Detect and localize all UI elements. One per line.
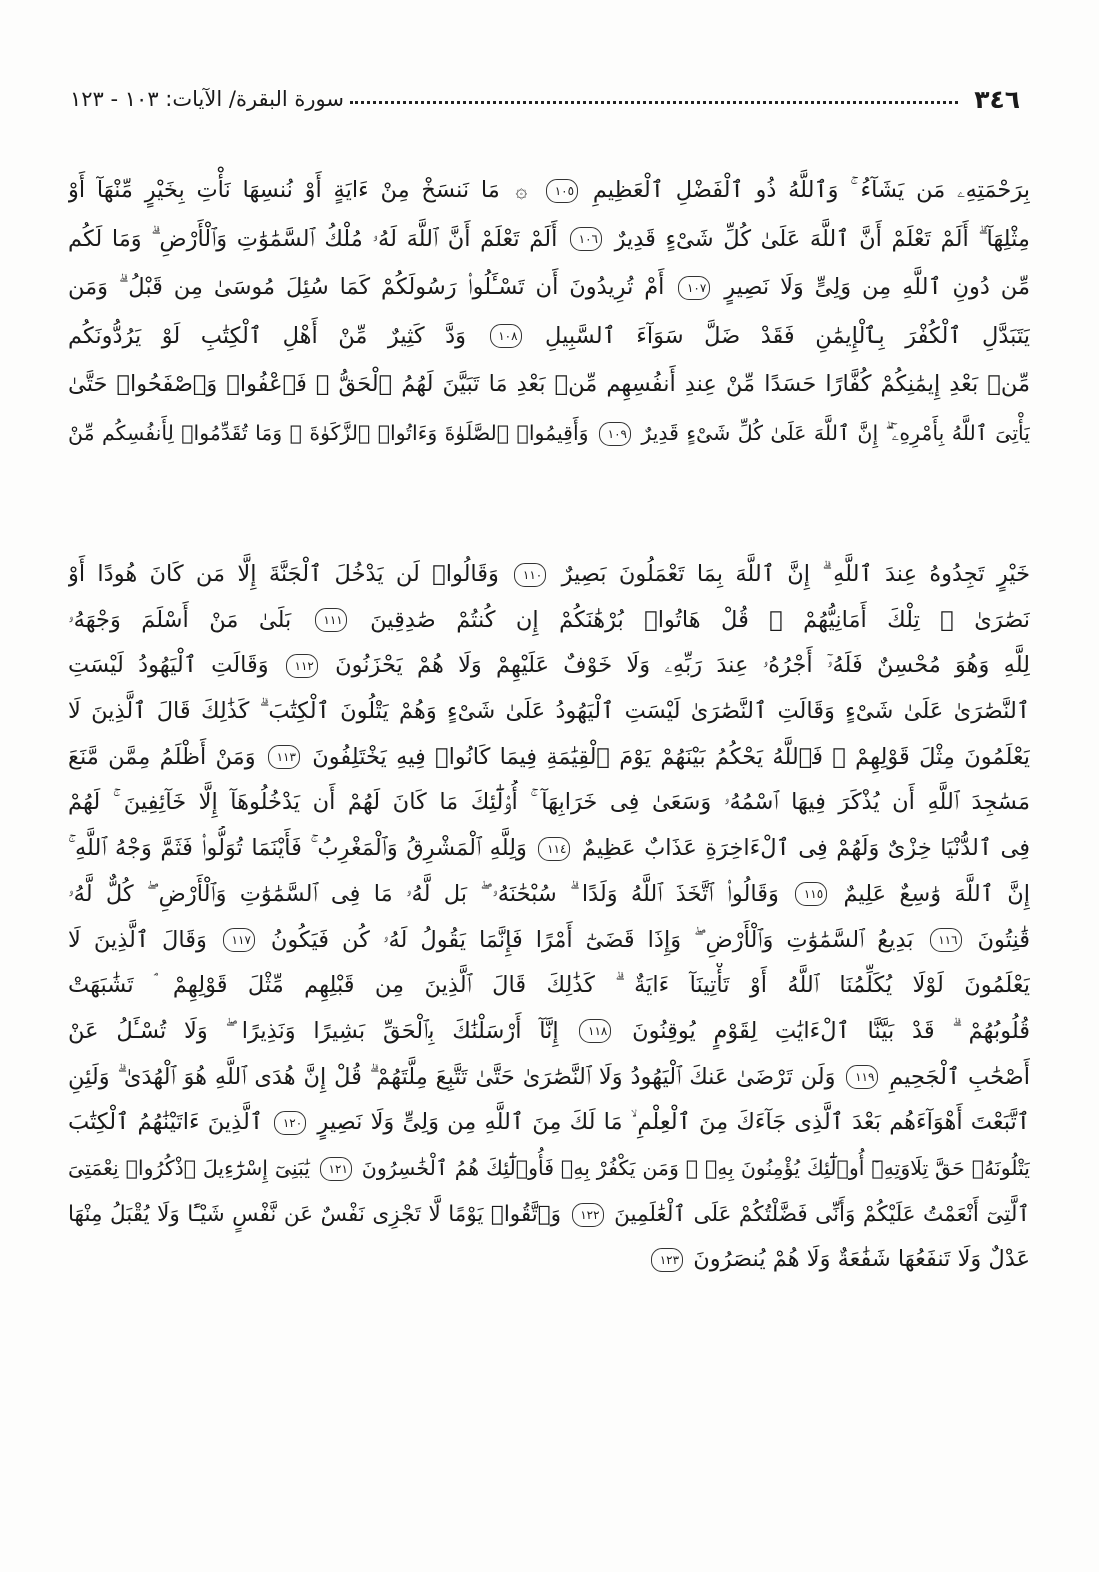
verse-text: بِرَحْمَتِهِۦ مَن يَشَآءُ ۚ وَٱللَّهُ ذُو ٱلْفَضْلِ ٱلْعَظِيمِ — [592, 177, 1030, 203]
verse-text: مَا نَنسَخْ مِنْ ءَايَةٍ أَوْ نُنسِهَا نَأْتِ بِخَيْرٍ مِّنْهَآ أَوْ — [68, 177, 500, 203]
verse-line — [68, 1100, 1030, 1146]
verse-number-marker: ١١٩ — [846, 1065, 878, 1089]
verse-line — [68, 166, 1030, 215]
verse-text: ٱلَّتِىٓ أَنْعَمْتُ عَلَيْكُمْ وَأَنِّى فَضَّلْتُكُمْ عَلَى ٱلْعَٰلَمِينَ — [614, 1201, 1030, 1227]
verse-text: بَلَىٰ مَنْ أَسْلَمَ وَجْهَهُۥ — [68, 606, 292, 633]
verse-line — [68, 1192, 1030, 1238]
verse-number-marker: ١٠٨ — [490, 324, 522, 348]
verse-number-marker: ١١٠ — [514, 563, 546, 587]
verse-text: إِنَّآ أَرْسَلْنَٰكَ بِٱلْحَقِّ بَشِيرًا وَنَذِيرًا ۖ وَلَا تُسْـَٔلُ عَنْ — [68, 1017, 559, 1044]
verse-number-marker: ١١٦ — [930, 928, 962, 952]
verse-text: وَلِلَّهِ ٱلْمَشْرِقُ وَٱلْمَغْرِبُ ۚ فَأَيْنَمَا تُوَلُّوا۟ فَثَمَّ وَجْهُ ٱللَّهِ ۚ — [68, 835, 527, 862]
verse-line — [68, 409, 1030, 458]
verse-text: ٱلَّذِينَ ءَاتَيْنَٰهُمُ ٱلْكِتَٰبَ — [68, 1109, 263, 1136]
verse-line — [68, 598, 1030, 644]
verse-number-marker: ١١٧ — [223, 928, 255, 952]
verse-text: وَمَنْ أَظْلَمُ مِمَّن مَّنَعَ — [68, 743, 256, 770]
verse-text: نَصَٰرَىٰ ۗ تِلْكَ أَمَانِيُّهُمْ ۗ قُلْ هَاتُوا۟ بُرْهَٰنَكُمْ إِن كُنتُمْ صَٰدِقِينَ — [370, 606, 1030, 633]
verse-text: بَدِيعُ ٱلسَّمَٰوَٰتِ وَٱلْأَرْضِ ۖ وَإِذَا قَضَىٰٓ أَمْرًا فَإِنَّمَا يَقُولُ لَهُۥ كُن فَيَكُونُ — [270, 926, 914, 953]
verse-line — [68, 963, 1030, 1009]
hizb-mark-icon: ۞ — [515, 178, 528, 202]
verse-line — [68, 263, 1030, 312]
verse-number-marker: ١١٣ — [268, 745, 300, 769]
verse-text: وَقَالُوا۟ لَن يَدْخُلَ ٱلْجَنَّةَ إِلَّا مَن كَانَ هُودًا أَوْ — [68, 561, 499, 587]
verse-text: قُلُوبُهُمْ ۗ قَدْ بَيَّنَّا ٱلْءَايَٰتِ لِقَوْمٍ يُوقِنُونَ — [632, 1017, 1030, 1044]
verse-line — [68, 689, 1030, 735]
verse-number-marker: ١٠٦ — [570, 227, 602, 251]
verse-line — [68, 552, 1030, 598]
verse-number-marker: ١٢٠ — [274, 1111, 306, 1135]
verse-text: يَتَبَدَّلِ ٱلْكُفْرَ بِٱلْإِيمَٰنِ فَقَدْ ضَلَّ سَوَآءَ ٱلسَّبِيلِ — [545, 322, 1030, 349]
verse-number-marker: ١١٢ — [286, 654, 318, 678]
verse-number-marker: ١٠٧ — [678, 276, 710, 300]
verse-text: وَلَن تَرْضَىٰ عَنكَ ٱلْيَهُودُ وَلَا ٱلنَّصَٰرَىٰ حَتَّىٰ تَتَّبِعَ مِلَّتَهُمْ ۗ قُلْ إِنَّ هُدَى ٱللَّهِ هُوَ ٱلْهُدَىٰ ۗ وَلَئِنِ — [68, 1063, 836, 1090]
verse-line — [68, 735, 1030, 781]
verse-text: خَيْرٍ تَجِدُوهُ عِندَ ٱللَّهِ ۗ إِنَّ ٱللَّهَ بِمَا تَعْمَلُونَ بَصِيرٌ — [561, 561, 1030, 587]
verse-text: مِثْلِهَآ ۗ أَلَمْ تَعْلَمْ أَنَّ ٱللَّهَ عَلَىٰ كُلِّ شَىْءٍ قَدِيرٌ — [614, 225, 1030, 252]
verse-line — [68, 780, 1030, 826]
verse-line — [68, 215, 1030, 264]
page-header — [70, 82, 1020, 116]
header-dotted-leader — [350, 101, 958, 104]
verse-number-marker: ١٢١ — [320, 1157, 352, 1181]
verse-text: أَلَمْ تَعْلَمْ أَنَّ ٱللَّهَ لَهُۥ مُلْكُ ٱلسَّمَٰوَٰتِ وَٱلْأَرْضِ ۗ وَمَا لَكُم — [68, 225, 558, 252]
verse-number-marker: ١١٤ — [538, 837, 570, 861]
verse-number-marker: ١١٥ — [795, 882, 827, 906]
verse-number-marker: ١١١ — [315, 608, 347, 632]
verse-number-marker: ١٠٥ — [546, 179, 578, 203]
verse-text: يَأْتِىَ ٱللَّهُ بِأَمْرِهِۦٓ ۗ إِنَّ ٱللَّهَ عَلَىٰ كُلِّ شَىْءٍ قَدِيرٌ — [641, 420, 1030, 445]
verse-text: وَدَّ كَثِيرٌ مِّنْ أَهْلِ ٱلْكِتَٰبِ لَوْ يَرُدُّونَكُم — [68, 322, 467, 349]
verse-text: ٱلنَّصَٰرَىٰ عَلَىٰ شَىْءٍ وَقَالَتِ ٱلنَّصَٰرَىٰ لَيْسَتِ ٱلْيَهُودُ عَلَىٰ شَىْءٍ وَهُمْ يَتْلُونَ ٱلْكِتَٰبَ ۗ كَذَٰلِكَ قَالَ ٱلَّذِينَ لَا — [68, 698, 1030, 725]
verse-text: وَأَقِيمُوا۟ ٱلصَّلَوٰةَ وَءَاتُوا۟ ٱلزَّكَوٰةَ ۚ وَمَا تُقَدِّمُوا۟ لِأَنفُسِكُم مِّنْ — [68, 420, 589, 445]
verses-block-1 — [68, 166, 1030, 458]
verse-number-marker: ١٢٣ — [651, 1248, 683, 1272]
verse-line — [68, 872, 1030, 918]
verse-text: وَٱتَّقُوا۟ يَوْمًا لَّا تَجْزِى نَفْسٌ عَن نَّفْسٍ شَيْـًٔا وَلَا يُقْبَلُ مِنْهَا — [68, 1201, 562, 1227]
verse-line — [68, 1146, 1030, 1192]
verse-text: عَدْلٌ وَلَا تَنفَعُهَا شَفَٰعَةٌ وَلَا هُمْ يُنصَرُونَ — [693, 1246, 1030, 1273]
verse-text: يَٰبَنِىٓ إِسْرَٰٓءِيلَ ٱذْكُرُوا۟ نِعْمَتِىَ — [68, 1155, 310, 1180]
verse-line — [68, 826, 1030, 872]
verse-text: يَعْلَمُونَ مِثْلَ قَوْلِهِمْ ۚ فَٱللَّهُ يَحْكُمُ بَيْنَهُمْ يَوْمَ ٱلْقِيَٰمَةِ فِيمَا كَانُوا۟ فِيهِ يَخْتَلِفُونَ — [312, 743, 1030, 770]
verse-line — [68, 1009, 1030, 1055]
verse-text: ٱتَّبَعْتَ أَهْوَآءَهُم بَعْدَ ٱلَّذِى جَآءَكَ مِنَ ٱلْعِلْمِ ۙ مَا لَكَ مِنَ ٱللَّهِ مِن وَلِىٍّ وَلَا نَصِيرٍ — [317, 1109, 1030, 1136]
verse-number-marker: ١٢٢ — [572, 1203, 604, 1227]
verse-text: وَقَالَتِ ٱلْيَهُودُ لَيْسَتِ — [68, 652, 269, 679]
verse-number-marker: ١٠٩ — [599, 422, 631, 446]
verse-text: وَقَالُوا۟ ٱتَّخَذَ ٱللَّهُ وَلَدًا ۗ سُبْحَٰنَهُۥ ۖ بَل لَّهُۥ مَا فِى ٱلسَّمَٰوَٰتِ وَٱلْأَرْضِ ۖ كُلٌّ لَّهُۥ — [68, 880, 779, 907]
page-number: ٣٤٦ — [974, 84, 1020, 114]
verse-text: أَمْ تُرِيدُونَ أَن تَسْـَٔلُوا۟ رَسُولَكُمْ كَمَا سُئِلَ مُوسَىٰ مِن قَبْلُ ۗ وَمَن — [68, 274, 665, 301]
verse-line — [68, 312, 1030, 361]
verse-text: مِّن دُونِ ٱللَّهِ مِن وَلِىٍّ وَلَا نَصِيرٍ — [724, 274, 1030, 301]
verse-text: إِنَّ ٱللَّهَ وَٰسِعٌ عَلِيمٌ — [843, 880, 1030, 907]
verse-line — [68, 1055, 1030, 1101]
verse-text: مَسَٰجِدَ ٱللَّهِ أَن يُذْكَرَ فِيهَا ٱسْمُهُۥ وَسَعَىٰ فِى خَرَابِهَآ ۚ أُو۟لَٰٓئِكَ مَا كَانَ لَهُمْ أَن يَدْخُلُوهَآ إِلَّا خَآئِفِينَ ۚ لَهُمْ — [68, 789, 1030, 816]
surah-title: سورة البقرة/ الآيات: ١٠٣ - ١٢٣ — [70, 87, 344, 111]
verse-text: لِلَّهِ وَهُوَ مُحْسِنٌ فَلَهُۥٓ أَجْرُهُۥ عِندَ رَبِّهِۦ وَلَا خَوْفٌ عَلَيْهِمْ وَلَا هُمْ يَحْزَنُونَ — [335, 652, 1030, 679]
verse-text: يَتْلُونَهُۥ حَقَّ تِلَاوَتِهِۦٓ أُو۟لَٰٓئِكَ يُؤْمِنُونَ بِهِۦ ۗ وَمَن يَكْفُرْ بِهِۦ فَأُو۟لَٰٓئِكَ هُمُ ٱلْخَٰسِرُونَ — [361, 1155, 1030, 1180]
verse-text: فِى ٱلدُّنْيَا خِزْىٌ وَلَهُمْ فِى ٱلْءَاخِرَةِ عَذَابٌ عَظِيمٌ — [581, 835, 1030, 862]
verse-line — [68, 643, 1030, 689]
verse-text: وَقَالَ ٱلَّذِينَ لَا — [68, 926, 207, 953]
verse-line — [68, 918, 1030, 964]
verse-text: يَعْلَمُونَ لَوْلَا يُكَلِّمُنَا ٱللَّهُ أَوْ تَأْتِينَآ ءَايَةٌ ۗ كَذَٰلِكَ قَالَ ٱلَّذِينَ مِن قَبْلِهِم مِّثْلَ قَوْلِهِمْ ۘ تَشَٰبَهَتْ — [68, 972, 1030, 999]
verse-line — [68, 1237, 1030, 1283]
verse-number-marker: ١١٨ — [579, 1019, 611, 1043]
verse-line — [68, 360, 1030, 409]
verse-text: أَصْحَٰبِ ٱلْجَحِيمِ — [889, 1063, 1030, 1090]
verse-text: مِّنۢ بَعْدِ إِيمَٰنِكُمْ كُفَّارًا حَسَدًا مِّنْ عِندِ أَنفُسِهِم مِّنۢ بَعْدِ مَا تَبَيَّنَ لَهُمُ ٱلْحَقُّ ۖ فَٱعْفُوا۟ وَٱصْفَحُوا۟ حَتَّىٰ — [68, 371, 1030, 398]
verses-block-2 — [68, 552, 1030, 1283]
verse-text: قَٰنِتُونَ — [977, 926, 1030, 953]
